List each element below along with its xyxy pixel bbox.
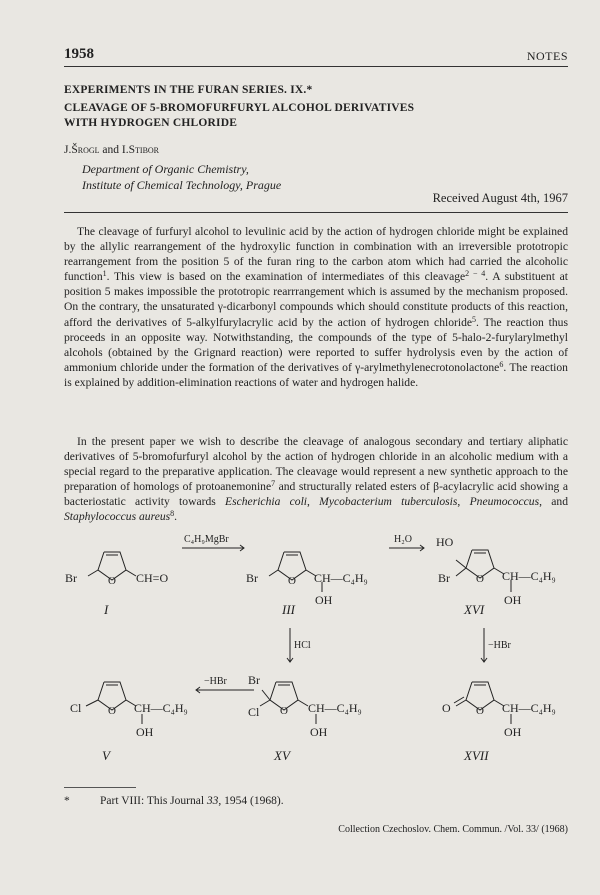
c16-ch: CH—C₄H₉: [502, 569, 556, 583]
affiliation-line-1: Department of Organic Chemistry,: [82, 162, 249, 176]
label-iii: III: [282, 602, 295, 617]
abstract-rule: [64, 212, 568, 213]
article-title: [64, 101, 504, 131]
c17-oh: OH: [504, 725, 522, 739]
c1-br: Br: [65, 571, 77, 585]
c3-o: O: [288, 575, 296, 587]
p1-text-d: . The reaction thus proceeds in an opposite way. Notwithstanding, the compounds of the type of 5-halo-2-furylarylmethyl alcohols (obtained by the Grignard reaction) were reported to suffer hydrolysis even by the action of ammonium chloride under the formation of the derivatives of γ-arylmethylenecrotonolactone: [64, 315, 568, 374]
species-e-coli: Escherichia coli: [225, 495, 308, 509]
author-1-name: Šrogl: [71, 144, 100, 156]
ref-5: 5: [472, 314, 477, 324]
p2-comma-2: ,: [457, 495, 470, 509]
author-and: and: [99, 144, 122, 156]
ref-7: 7: [271, 479, 276, 489]
c1-cho: CH=O: [136, 571, 169, 585]
footnote-mark: *: [64, 795, 70, 807]
p2-text-a: In the present paper we wish to describe the cleavage of analogous secondary and tertiary aliphatic derivatives of 5-bromofurfuryl alcohol by the action of hydrogen chloride in an alcoholic medium with a special regard to the preparative application. The cleavage would represent a new synthetic approach to the preparation of homologs of protoanemonine: [64, 435, 568, 494]
p1-text-a: The cleavage of furfuryl alcohol to levulinic acid by the action of hydrogen chloride might be explained by the allylic rearrangement of the hydroxylic function in combination with an irreversible prototropic rearrangement from the position 5 of the furan ring to the carbon atom which had carried the alcoholic function: [64, 225, 568, 284]
species-staphylococcus: Staphylococcus aureus: [64, 510, 171, 524]
label-i: I: [104, 602, 109, 617]
c15-ch: CH—C₄H₉: [308, 701, 362, 715]
p1-text-b: . This view is based on the examination of intermediates of this cleavage: [106, 270, 466, 284]
author-1-initial: J.: [64, 144, 72, 156]
label-xvi: XVI: [464, 602, 485, 617]
header-rule: [64, 66, 568, 67]
c15-o: O: [280, 705, 288, 717]
affiliation: [82, 161, 281, 193]
bond-cho-i: [126, 570, 136, 576]
journal-footer: Collection Czechoslov. Chem. Commun. /Vol. 33/ (1968): [338, 824, 568, 835]
c17-o: O: [476, 705, 484, 717]
label-xvii: XVII: [464, 748, 489, 763]
reagent-hbr-left: −HBr: [204, 676, 227, 687]
c3-ch: CH—C₄H₉: [314, 571, 368, 585]
reagent-hcl: HCl: [294, 640, 311, 651]
p2-text-b: and structurally related esters of β-acylacrylic acid showing a bacteriostatic activity towards: [64, 480, 568, 509]
paragraph-1: [64, 224, 568, 390]
c3-oh: OH: [315, 593, 333, 607]
footnote-text-a: Part VIII: This Journal: [100, 795, 207, 807]
c1-o: O: [108, 575, 116, 587]
section-label: NOTES: [526, 49, 568, 63]
series-title: EXPERIMENTS IN THE FURAN SERIES. IX.*: [64, 84, 313, 96]
label-v: V: [102, 748, 110, 763]
running-header: [64, 46, 568, 66]
species-pneumococcus: Pneumococcus: [469, 495, 540, 509]
c5-o: O: [108, 705, 116, 717]
page-number: 1958: [64, 46, 94, 62]
reagent-grignard: C₄H₉MgBr: [184, 534, 229, 545]
c3-br: Br: [246, 571, 258, 585]
authors: [64, 144, 159, 156]
c16-ho: HO: [436, 535, 454, 549]
species-mycobacterium: Mycobacterium tuberculosis: [319, 495, 458, 509]
c15-br: Br: [248, 673, 260, 687]
affiliation-line-2: Institute of Chemical Technology, Prague: [82, 178, 282, 192]
reagent-hbr-right: −HBr: [488, 640, 511, 651]
c15-oh: OH: [310, 725, 328, 739]
footnote: [64, 795, 284, 807]
c17-o-exo: O: [442, 701, 451, 715]
p2-period: .: [174, 510, 178, 524]
reaction-scheme: [64, 520, 574, 790]
title-line-2: WITH HYDROGEN CHLORIDE: [64, 117, 238, 129]
p2-comma-1: ,: [307, 495, 320, 509]
c16-br: Br: [438, 571, 450, 585]
author-2-initial: I.: [121, 144, 129, 156]
label-xv: XV: [274, 748, 290, 763]
c16-oh: OH: [504, 593, 522, 607]
author-2-name: Stibor: [128, 144, 160, 156]
title-line-1: CLEAVAGE OF 5-BROMOFURFURYL ALCOHOL DERIVATIVES: [64, 102, 415, 114]
c17-ch: CH—C₄H₉: [502, 701, 556, 715]
c5-oh: OH: [136, 725, 154, 739]
bond-br-i: [88, 570, 98, 576]
p1-text-e: . The reaction is explained by addition-elimination reactions of water and hydrogen halide.: [64, 360, 568, 389]
c16-o: O: [476, 573, 484, 585]
paragraph-2: [64, 434, 568, 525]
p2-and: , and: [539, 495, 568, 509]
ref-1: 1: [102, 269, 107, 279]
footnote-text-b: , 1954 (1968).: [218, 795, 284, 807]
ref-8: 8: [170, 509, 175, 519]
footnote-volume: 33: [206, 795, 219, 807]
footnote-rule: [64, 787, 136, 788]
c5-cl: Cl: [70, 701, 82, 715]
ref-2-4: 2 − 4: [465, 269, 486, 279]
p1-text-c: . A substituent at position 5 makes impossible the prototropic rearrrangement which is assumed by the mechanism proposed. On the contrary, the unsaturated γ-dicarbonyl compounds which should constitute products of this reaction, afford the derivatives of 5-alkylfurylacrylic acid by the action of hydrogen chloride: [64, 270, 568, 329]
ref-6: 6: [499, 359, 504, 369]
reagent-water: H₂O: [394, 534, 412, 545]
c15-cl: Cl: [248, 705, 260, 719]
c5-ch: CH—C₄H₉: [134, 701, 188, 715]
received-date: Received August 4th, 1967: [432, 191, 568, 205]
